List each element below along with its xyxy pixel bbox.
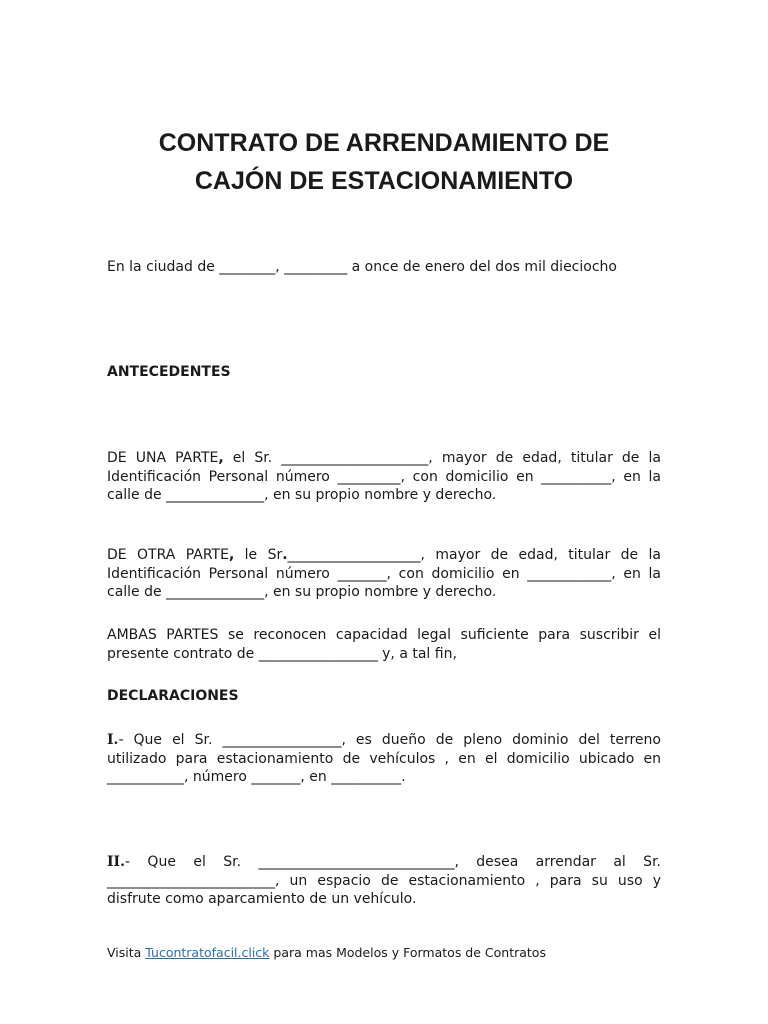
antecedentes-heading: ANTECEDENTES [107, 364, 231, 380]
ambas-partes-paragraph: AMBAS PARTES se reconocen capacidad legal suficiente para suscribir el presente contrato de _________________ y, a tal fin, [107, 627, 661, 662]
document-title [0, 124, 768, 200]
title-line-2: CAJÓN DE ESTACIONAMIENTO [194, 167, 574, 195]
parte-2-text: ___________________, mayor de edad, titular de la Identificación Personal número _______, con domicilio en ____________, en la calle de ______________, en su propio nombre y derecho. [107, 547, 662, 600]
intro-paragraph: En la ciudad de ________, _________ a once de enero del dos mil dieciocho [107, 259, 617, 275]
declaraciones-heading: DECLARACIONES [107, 688, 239, 704]
parte-1-paragraph [107, 449, 661, 505]
declaration-2-numeral: II. [107, 854, 125, 870]
parte-2-dot: . [282, 547, 288, 563]
declaration-1-numeral: I. [107, 732, 119, 748]
parte-2-comma: , [228, 547, 235, 563]
declaration-2-text: - Que el Sr. ____________________________, desea arrendar al Sr. ________________________, un espacio de estacionamiento , para su uso y disfrute como aparcamiento de un vehículo. [107, 854, 661, 907]
declaration-2-paragraph [107, 853, 661, 909]
footer-note [107, 944, 546, 962]
parte-1-text: el Sr. _____________________, mayor de edad, titular de la Identificación Personal número _________, con domicilio en __________, en la calle de ______________, en su propio nombre y derecho. [107, 450, 661, 503]
declaration-1-text: - Que el Sr. _________________, es dueño de pleno dominio del terreno utilizado para estacionamiento de vehículos , en el domicilio ubicado en ___________, número _______, en __________. [107, 732, 661, 785]
parte-2-mid: le Sr [234, 547, 283, 563]
parte-1-lead: DE UNA PARTE [107, 450, 219, 466]
parte-1-comma: , [218, 450, 224, 466]
declaration-1-paragraph [107, 731, 661, 787]
footer-suffix: para mas Modelos y Formatos de Contratos [269, 945, 546, 960]
parte-2-lead: DE OTRA PARTE [107, 547, 229, 563]
footer-prefix: Visita [107, 945, 146, 960]
title-line-1: CONTRATO DE ARRENDAMIENTO DE [158, 129, 610, 157]
footer-link[interactable]: Tucontratofacil.click [145, 945, 270, 960]
parte-2-paragraph [107, 546, 661, 602]
